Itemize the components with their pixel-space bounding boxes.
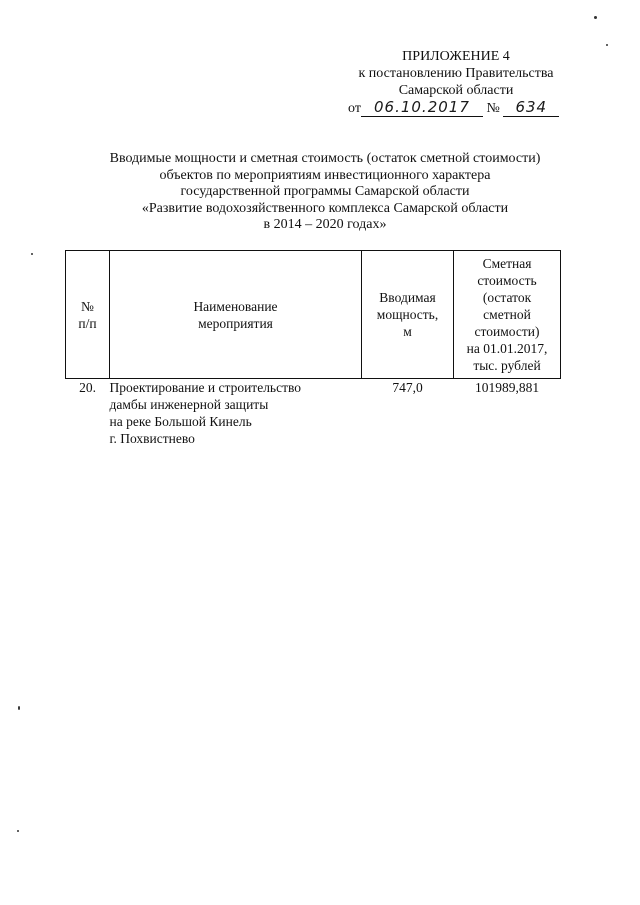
header-capacity-line-1: Вводимая: [379, 290, 436, 305]
header-cost: [454, 251, 561, 379]
row-number: 20.: [79, 380, 96, 395]
header-name-line-2: мероприятия: [198, 315, 273, 331]
header-name: [110, 251, 362, 379]
row-name-line-2: дамбы инженерной защиты: [109, 397, 269, 412]
number-prefix: №: [486, 101, 500, 116]
handwritten-number: 634: [503, 99, 559, 117]
scan-speck: [606, 44, 608, 46]
header-number-line-2: п/п: [78, 315, 97, 331]
appendix-header: [330, 48, 582, 117]
header-number-line-1: №: [81, 298, 94, 314]
appendix-region-line: Самарской области: [398, 83, 514, 98]
date-prefix: от: [348, 101, 361, 116]
header-cost-line-4: сметной: [483, 307, 531, 322]
table-row: [66, 379, 561, 448]
title-line-4: «Развитие водохозяйственного комплекса Самарской области: [141, 200, 509, 216]
appendix-date-line: [330, 99, 582, 117]
title-line-3: государственной программы Самарской области: [180, 184, 470, 199]
header-cost-line-6: на 01.01.2017,: [466, 341, 548, 356]
header-cost-line-1: Сметная: [482, 256, 532, 271]
title-line-2: объектов по мероприятиям инвестиционного характера: [159, 167, 491, 183]
header-cost-line-7: тыс. рублей: [473, 358, 541, 373]
scan-speck: [594, 16, 597, 19]
header-cost-line-3: (остаток: [482, 290, 532, 305]
title-line-5: в 2014 – 2020 годах»: [263, 217, 387, 232]
appendix-title: ПРИЛОЖЕНИЕ 4: [402, 49, 510, 64]
header-number: [66, 251, 110, 379]
title-line-1: Вводимые мощности и сметная стоимость (остаток сметной стоимости): [109, 151, 541, 166]
header-capacity: [362, 251, 454, 379]
row-name-line-1: Проектирование и строительство: [109, 380, 302, 395]
row-name-line-4: г. Похвистнево: [109, 431, 195, 446]
document-title: [70, 151, 580, 234]
row-name: [110, 379, 362, 448]
header-capacity-line-2: мощность,: [376, 307, 439, 322]
scan-speck: [17, 830, 19, 832]
appendix-resolution-line: к постановлению Правительства: [358, 66, 554, 81]
header-cost-line-5: стоимости): [474, 324, 540, 339]
header-capacity-line-3: м: [403, 324, 412, 339]
row-cost: 101989,881: [474, 380, 540, 395]
table-header-row: [66, 251, 561, 379]
scan-speck: [18, 706, 20, 710]
handwritten-date: 06.10.2017: [361, 99, 483, 117]
capacity-cost-table: [65, 250, 561, 447]
header-name-line-1: Наименование: [193, 298, 278, 314]
row-name-line-3: на реке Большой Кинель: [109, 414, 252, 429]
scan-speck: [31, 253, 33, 255]
header-cost-line-2: стоимость: [477, 273, 537, 288]
row-capacity: 747,0: [392, 380, 423, 395]
